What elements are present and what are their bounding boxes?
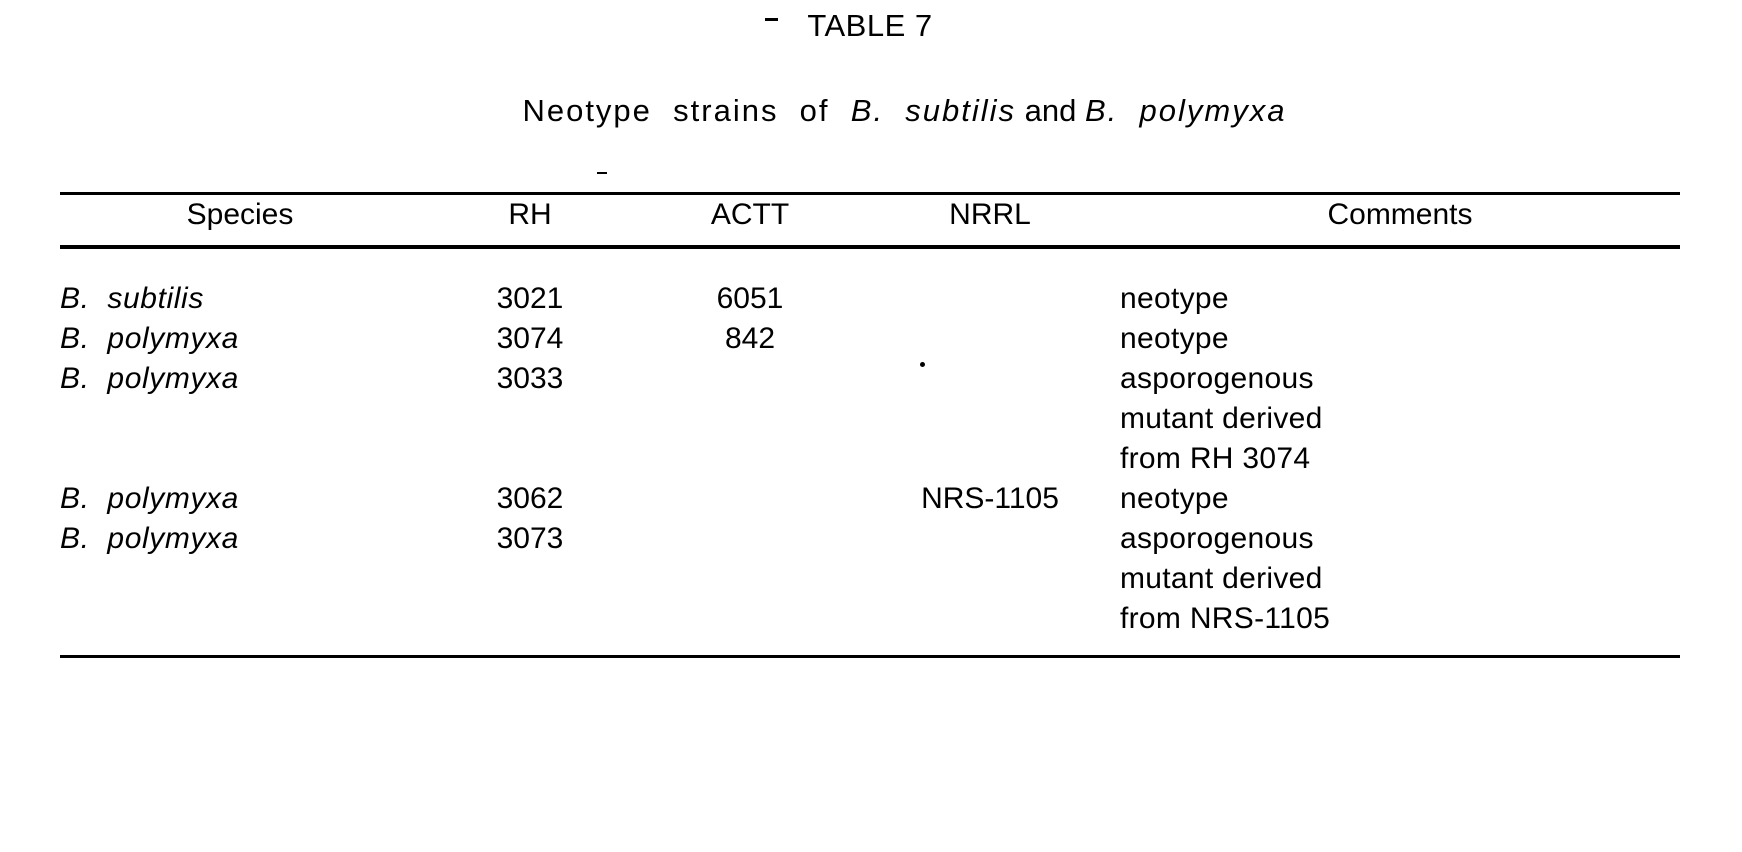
cell-species: B. polymyxa [60,362,239,395]
table-caption [60,0,1680,174]
table-body [60,249,1680,639]
cell-species: B. polymyxa [60,522,239,555]
column-header-nrrl: NRRL [949,198,1031,231]
table-row [60,249,1680,319]
cell-nrrl [860,319,1120,359]
table-7 [60,0,1680,658]
cell-rh: 3062 [496,482,564,515]
cell-rh: 3033 [496,362,564,395]
cell-actt [640,359,860,479]
rh-header-underscore [597,172,607,174]
table-row [60,359,1680,479]
cell-comments: asporogenous mutant derived from RH 3074 [1120,362,1323,475]
table-grid [60,195,1680,235]
stray-mark-tick [765,18,778,21]
cell-actt [640,519,860,639]
cell-species: B. polymyxa [60,482,239,515]
cell-comments: neotype [1120,282,1229,315]
cell-nrrl [860,249,1120,319]
cell-actt [640,479,860,519]
subtitle-part-1: B. subtilis [850,93,1017,128]
cell-comments: neotype [1120,482,1229,515]
cell-rh: 3021 [496,282,564,315]
cell-nrrl [860,359,1120,479]
table-title: TABLE 7 [807,8,933,43]
cell-actt: 6051 [716,282,784,315]
cell-comments: asporogenous mutant derived from NRS-1105 [1120,522,1331,635]
cell-rh: 3073 [496,522,564,555]
stray-mark-dot [920,362,925,367]
subtitle-part-0: Neotype strains of [522,93,851,128]
cell-comments: neotype [1120,322,1229,355]
cell-nrrl [860,519,1120,639]
subtitle-part-3: B. polymyxa [1085,93,1287,128]
cell-actt: 842 [724,322,776,355]
cell-rh: 3074 [496,322,564,355]
cell-species: B. subtilis [60,282,204,315]
table-bottom-rule [60,655,1680,658]
column-header-species: Species [186,198,294,231]
cell-nrrl: NRS-1105 [921,482,1059,515]
table-row [60,519,1680,639]
subtitle-part-2: and [1016,93,1085,128]
cell-species: B. polymyxa [60,322,239,355]
table-row [60,319,1680,359]
table-row [60,479,1680,519]
table-header-row [60,195,1680,235]
table-subtitle [60,48,1680,174]
column-header-comments: Comments [1327,198,1473,231]
column-header-rh: RH [508,198,552,231]
column-header-actt: ACTT [710,198,790,231]
